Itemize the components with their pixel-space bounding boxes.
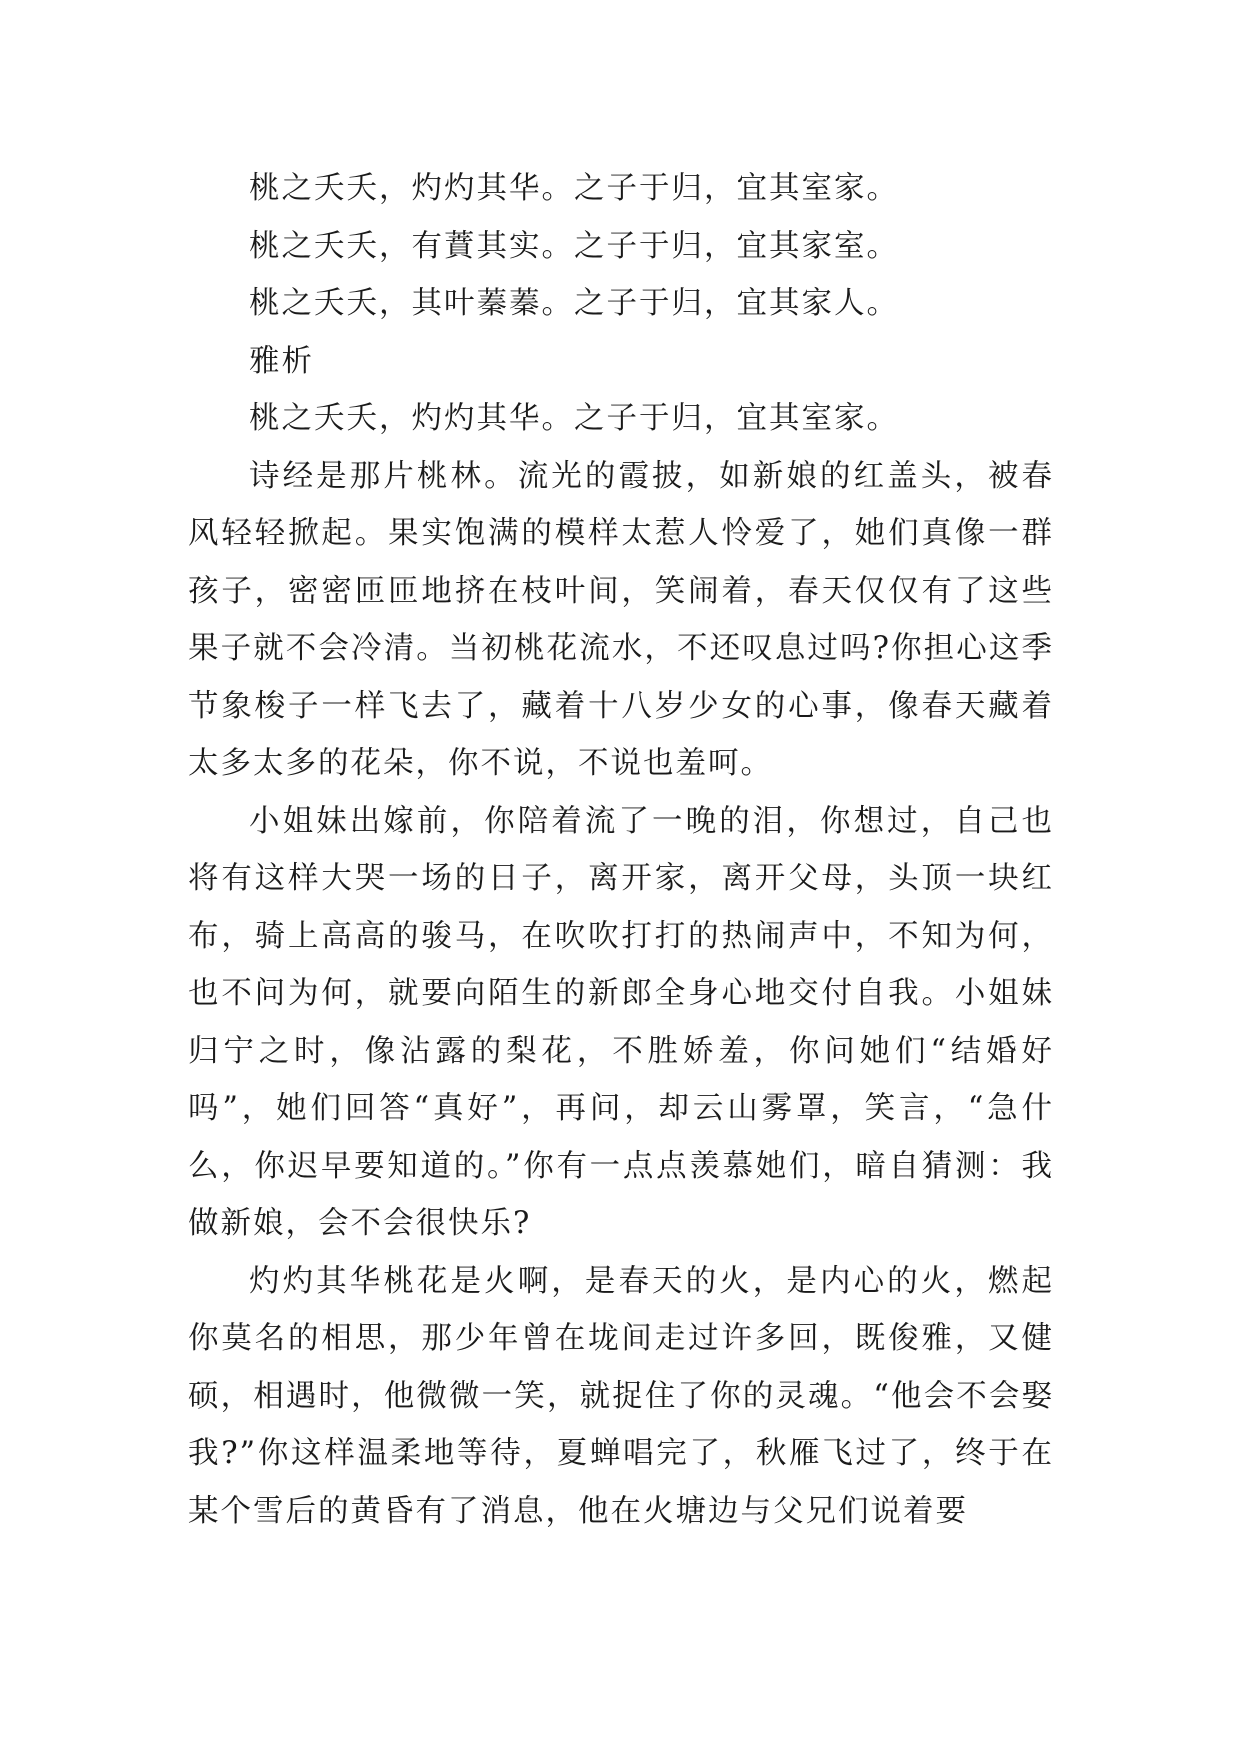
paragraph-1: 诗经是那片桃林。流光的霞披，如新娘的红盖头，被春风轻轻掀起。果实饱满的模样太惹人怜爱了，她们真像一群孩子，密密匝匝地挤在枝叶间，笑闹着，春天仅仅有了这些果子就不会冷清。当初桃花流水，不还叹息过吗?你担心这季节象梭子一样飞去了，藏着十八岁少女的心事，像春天藏着太多太多的花朵，你不说，不说也羞呵。	[188, 458, 1054, 781]
document-body	[188, 160, 1054, 1540]
verse-line-3: 桃之夭夭，其叶蓁蓁。之子于归，宜其家人。	[249, 286, 899, 321]
paragraph-2: 小姐妹出嫁前，你陪着流了一晚的泪，你想过，自己也将有这样大哭一场的日子，离开家，离开父母，头顶一块红布，骑上高高的骏马，在吹吹打打的热闹声中，不知为何，也不问为何，就要向陌生的新郎全身心地交付自我。小姐妹归宁之时，像沾露的梨花，不胜娇羞，你问她们“结婚好吗”，她们回答“真好”，再问，却云山雾罩，笑言，“急什么，你迟早要知道的。”你有一点点羡慕她们，暗自猜测：我做新娘，会不会很快乐?	[188, 803, 1054, 1241]
paragraph-3: 灼灼其华桃花是火啊，是春天的火，是内心的火，燃起你莫名的相思，那少年曾在垅间走过许多回，既俊雅，又健硕，相遇时，他微微一笑，就捉住了你的灵魂。“他会不会娶我?”你这样温柔地等待，夏蝉唱完了，秋雁飞过了，终于在某个雪后的黄昏有了消息，他在火塘边与父兄们说着要	[188, 1263, 1054, 1529]
verse-line-1: 桃之夭夭，灼灼其华。之子于归，宜其室家。	[249, 171, 899, 206]
quoted-verse: 桃之夭夭，灼灼其华。之子于归，宜其室家。	[249, 401, 899, 436]
verse-line-2: 桃之夭夭，有蕡其实。之子于归，宜其家室。	[249, 228, 899, 264]
section-heading: 雅析	[249, 343, 314, 379]
